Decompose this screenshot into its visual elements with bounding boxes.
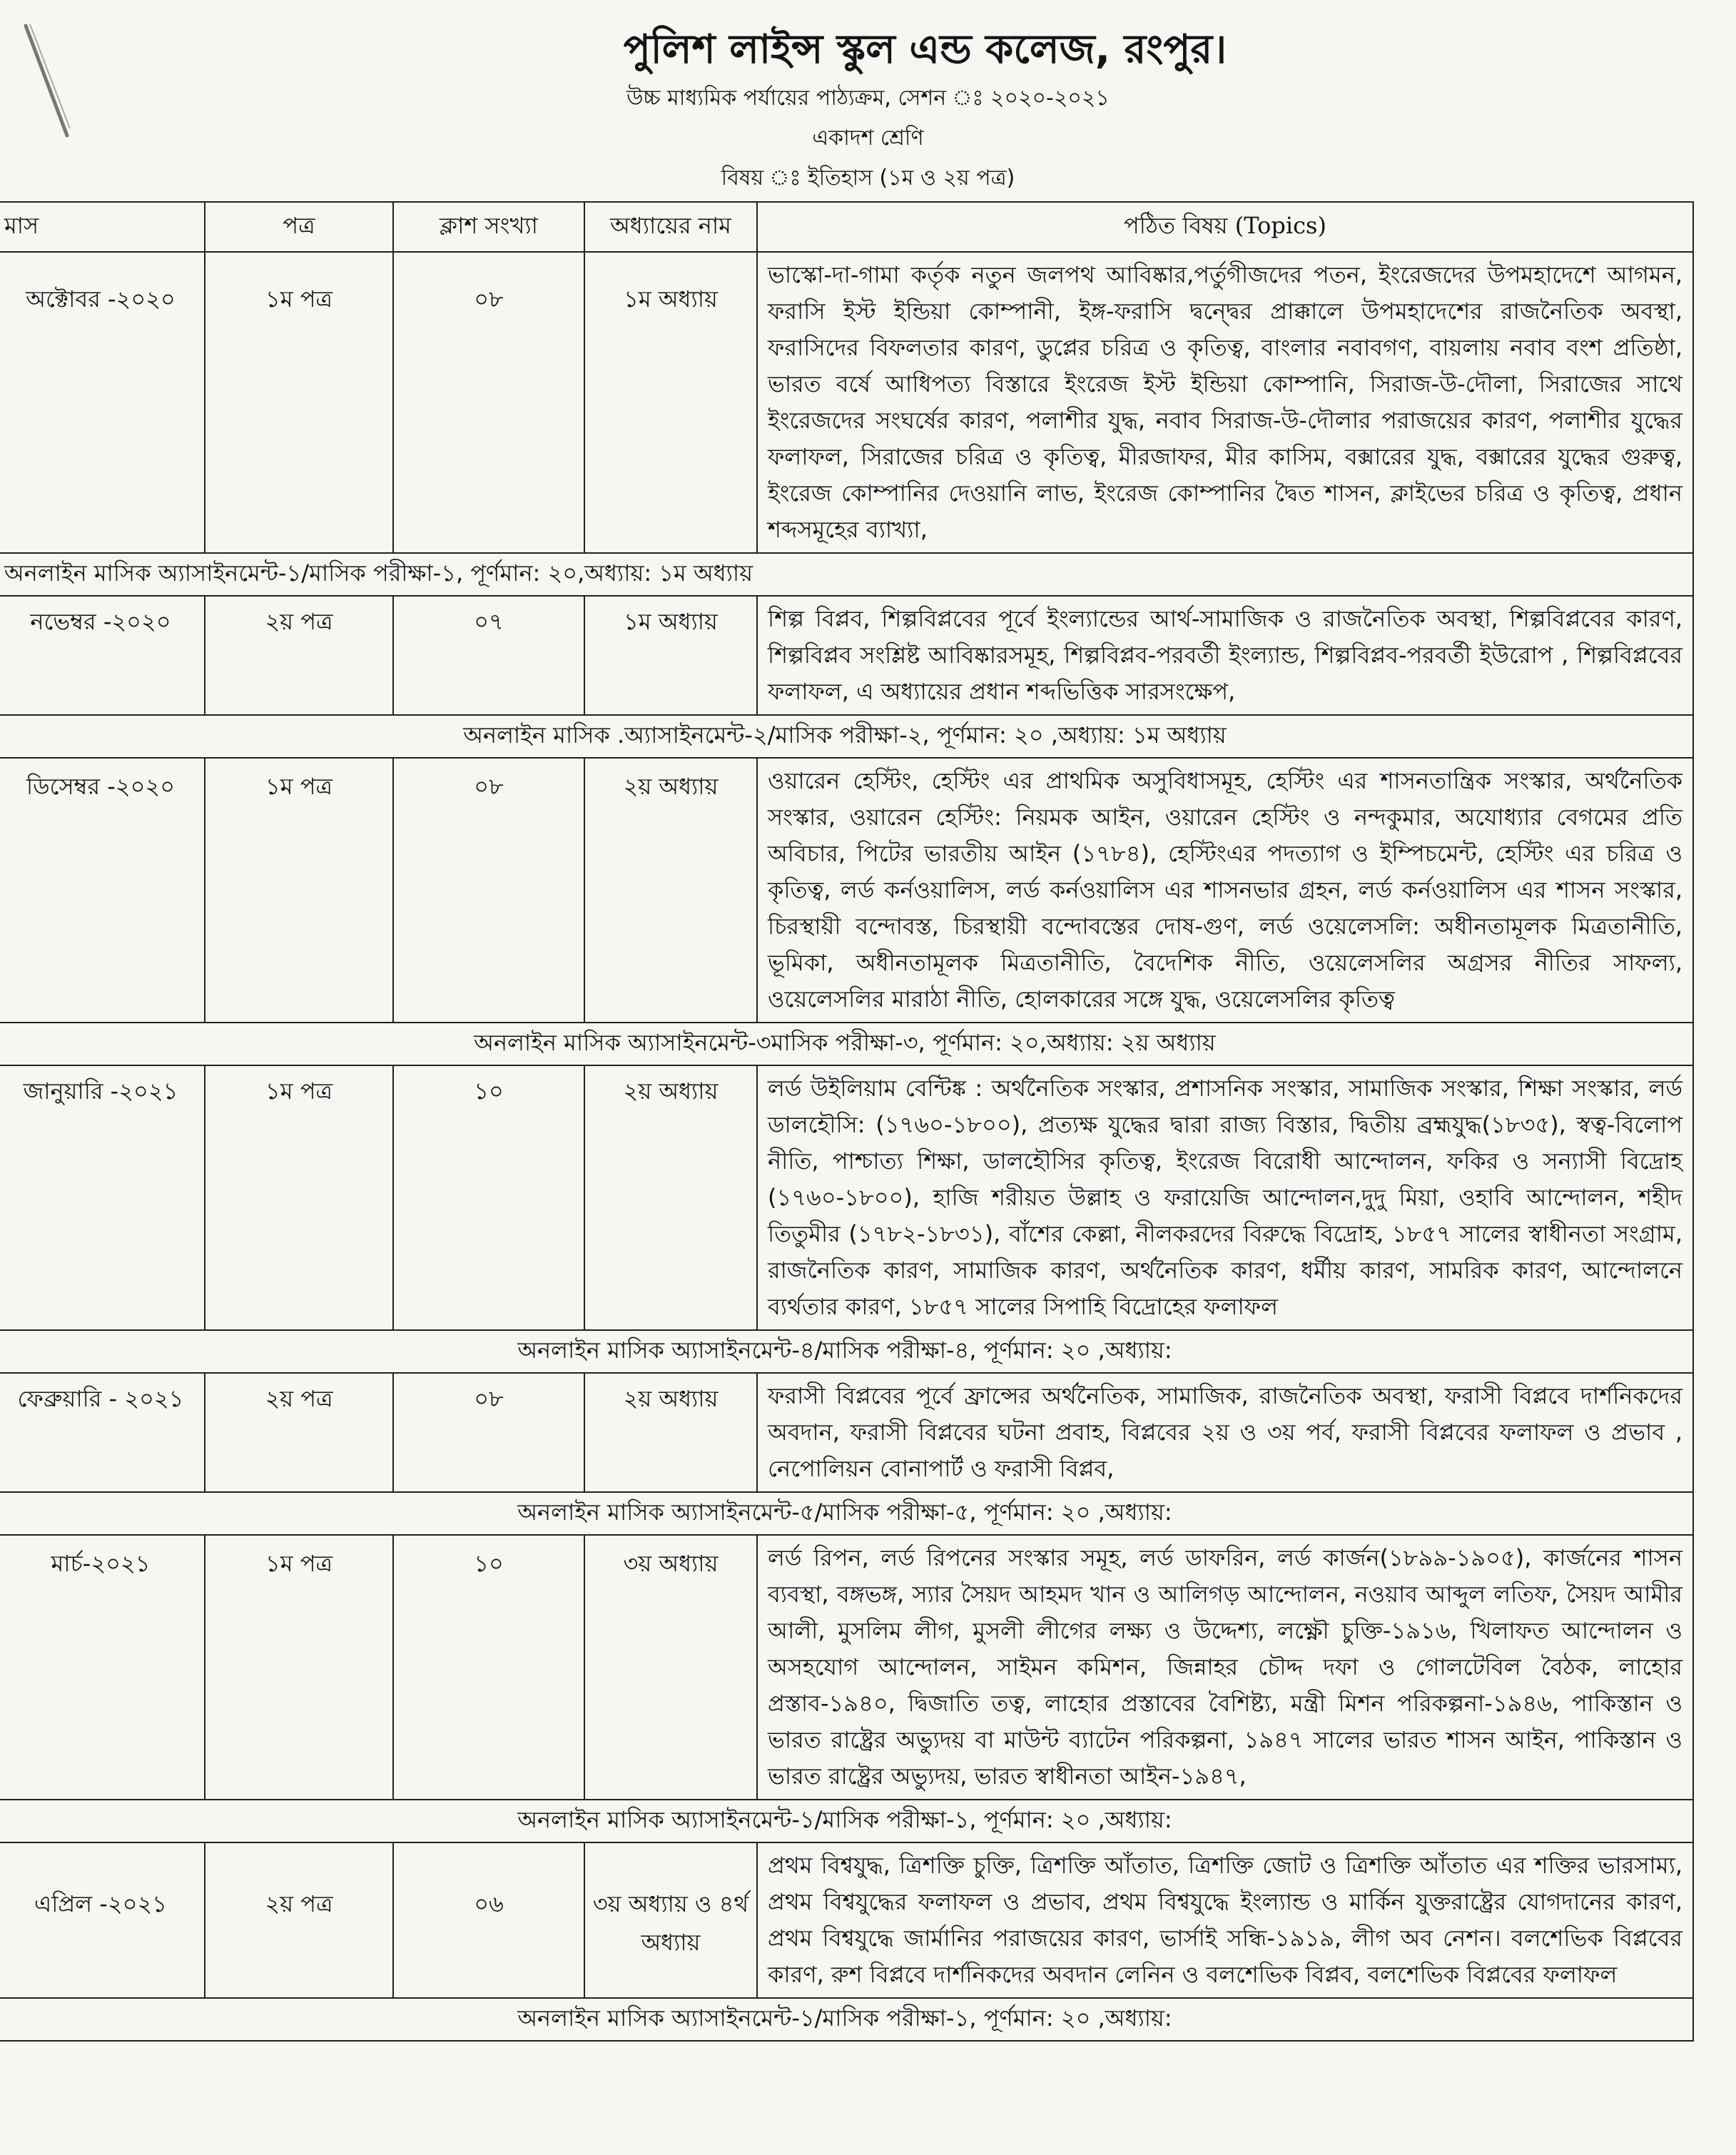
topics-cell: লর্ড উইলিয়াম বেন্টিঙ্ক : অর্থনৈতিক সংস্কার, প্রশাসনিক সংস্কার, সামাজিক সংস্কার, শিক্ষা সংস্কার, লর্ড ডালহৌসি: (১৭৬০-১৮০০), প্রত্যক্ষ যুদ্ধের দ্বারা রাজ্য বিস্তার, দ্বিতীয় ব্রহ্মযুদ্ধ(১৮৩৫), স্বত্ব-বিলোপ নীতি, পাশ্চাত্য শিক্ষা, ডালহৌসির কৃতিত্ব, ইংরেজ বিরোধী আন্দোলন, ফকির ও সন্যাসী বিদ্রোহ (১৭৬০-১৮০০), হাজি শরীয়ত উল্লাহ ও ফরায়েজি আন্দোলন,দুদু মিয়া, ওহাবি আন্দোলন, শহীদ তিতুমীর (১৭৮২-১৮৩১), বাঁশের কেল্লা, নীলকরদের বিরুদ্ধে বিদ্রোহ, ১৮৫৭ সালের স্বাধীনতা সংগ্রাম, রাজনৈতিক কারণ, সামাজিক কারণ, অর্থনৈতিক কারণ, ধর্মীয় কারণ, সামরিক কারণ, আন্দোলনে ব্যর্থতার কারণ, ১৮৫৭ সালের সিপাহি বিদ্রোহের ফলাফল	[757, 1065, 1693, 1330]
table-row	[0, 758, 1693, 1023]
document-header	[0, 21, 1736, 198]
assignment-text: অনলাইন মাসিক অ্যাসাইনমেন্ট-৫/মাসিক পরীক্ষা-৫, পূর্ণমান: ২০ ,অধ্যায়:	[0, 1492, 1693, 1535]
paper-cell: ২য় পত্র	[205, 1373, 393, 1492]
class-count-cell: ১০	[393, 1065, 584, 1330]
class-line: একাদশ শ্রেণি	[812, 126, 924, 151]
curriculum-line: উচ্চ মাধ্যমিক পর্যায়ের পাঠ্যক্রম, সেশন ঃ ২০২০-২০২১	[626, 86, 1110, 111]
month-cell: মার্চ-২০২১	[0, 1535, 205, 1800]
table-header-row	[0, 202, 1693, 252]
chapter-cell: ১ম অধ্যায়	[584, 596, 757, 715]
assignment-row	[0, 1800, 1693, 1842]
column-header-topics: পঠিত বিষয় (Topics)	[757, 202, 1693, 252]
syllabus-table	[0, 201, 1694, 2042]
class-count-cell: ০৮	[393, 758, 584, 1023]
subject-line: বিষয় ঃ ইতিহাস (১ম ও ২য় পত্র)	[721, 166, 1015, 191]
assignment-row	[0, 553, 1693, 596]
assignment-row	[0, 1492, 1693, 1535]
assignment-row	[0, 715, 1693, 758]
topics-cell: লর্ড রিপন, লর্ড রিপনের সংস্কার সমূহ, লর্ড ডাফরিন, লর্ড কার্জন(১৮৯৯-১৯০৫), কার্জনের শাসন ব্যবস্থা, বঙ্গভঙ্গ, স্যার সৈয়দ আহমদ খান ও আলিগড় আন্দোলন, নওয়াব আব্দুল লতিফ, সৈয়দ আমীর আলী, মুসলিম লীগ, মুসলী লীগের লক্ষ্য ও উদ্দেশ্য, লক্ষ্ণৌ চুক্তি-১৯১৬, খিলাফত আন্দোলন ও অসহযোগ আন্দোলন, সাইমন কমিশন, জিন্নাহর চৌদ্দ দফা ও গোলটেবিল বৈঠক, লাহোর প্রস্তাব-১৯৪০, দ্বিজাতি তত্ব, লাহোর প্রস্তাবের বৈশিষ্ট্য, মন্ত্রী মিশন পরিকল্পনা-১৯৪৬, পাকিস্তান ও ভারত রাষ্ট্রের অভ্যুদয় বা মাউন্ট ব্যাটেন পরিকল্পনা, ১৯৪৭ সালের ভারত শাসন আইন, পাকিস্তান ও ভারত রাষ্ট্রের অভ্যুদয়, ভারত স্বাধীনতা আইন-১৯৪৭,	[757, 1535, 1693, 1800]
paper-cell: ২য় পত্র	[205, 596, 393, 715]
chapter-cell: ৩য় অধ্যায় ও ৪র্থ অধ্যায়	[584, 1842, 757, 1998]
column-header-classes: ক্লাশ সংখ্যা	[393, 202, 584, 252]
chapter-cell: ২য় অধ্যায়	[584, 1373, 757, 1492]
paper-cell: ১ম পত্র	[205, 1065, 393, 1330]
table-row	[0, 1065, 1693, 1330]
class-count-cell: ০৮	[393, 252, 584, 553]
class-count-cell: ১০	[393, 1535, 584, 1800]
topics-cell: ফরাসী বিপ্লবের পূর্বে ফ্রান্সের অর্থনৈতিক, সামাজিক, রাজনৈতিক অবস্থা, ফরাসী বিপ্লবে দার্শনিকদের অবদান, ফরাসী বিপ্লবের ঘটনা প্রবাহ, বিপ্লবের ২য় ও ৩য় পর্ব, ফরাসী বিপ্লবের ফলাফল ও প্রভাব , নেপোলিয়ন বোনাপার্ট ও ফরাসী বিপ্লব,	[757, 1373, 1693, 1492]
assignment-text: অনলাইন মাসিক .অ্যাসাইনমেন্ট-২/মাসিক পরীক্ষা-২, পূর্ণমান: ২০ ,অধ্যায়: ১ম অধ্যায়	[0, 715, 1693, 758]
assignment-text: অনলাইন মাসিক অ্যাসাইনমেন্ট-৩মাসিক পরীক্ষা-৩, পূর্ণমান: ২০,অধ্যায়: ২য় অধ্যায়	[0, 1023, 1693, 1065]
topics-cell: ভাস্কো-দা-গামা কর্তৃক নতুন জলপথ আবিষ্কার,পর্তুগীজদের পতন, ইংরেজদের উপমহাদেশে আগমন, ফরাসি ইস্ট ইন্ডিয়া কোম্পানী, ইঙ্গ-ফরাসি দ্বন্দ্বের প্রাক্কালে উপমহাদেশের রাজনৈতিক অবস্থা, ফরাসিদের বিফলতার কারণ, ডুপ্লের চরিত্র ও কৃতিত্ব, বাংলার নবাবগণ, বায়লায় নবাব বংশ প্রতিষ্ঠা, ভারত বর্ষে আধিপত্য বিস্তারে ইংরেজ ইস্ট ইন্ডিয়া কোম্পানি, সিরাজ-উ-দৌলা, সিরাজের সাথে ইংরেজদের সংঘর্ষের কারণ, পলাশীর যুদ্ধ, নবাব সিরাজ-উ-দৌলার পরাজয়ের কারণ, পলাশীর যুদ্ধের ফলাফল, সিরাজের চরিত্র ও কৃতিত্ব, মীরজাফর, মীর কাসিম, বক্সারের যুদ্ধ, বক্সারের যুদ্ধের গুরুত্ব, ইংরেজ কোম্পানির দেওয়ানি লাভ, ইংরেজ কোম্পানির দ্বৈত শাসন, ক্লাইভের চরিত্র ও কৃতিত্ব, প্রধান শব্দসমূহের ব্যাখ্যা,	[757, 252, 1693, 553]
topics-cell: প্রথম বিশ্বযুদ্ধ, ত্রিশক্তি চুক্তি, ত্রিশক্তি আঁতাত, ত্রিশক্তি জোট ও ত্রিশক্তি আঁতাত এর শক্তির ভারসাম্য, প্রথম বিশ্বযুদ্ধের ফলাফল ও প্রভাব, প্রথম বিশ্বযুদ্ধে ইংল্যান্ড ও মার্কিন যুক্তরাষ্ট্রের যোগদানের কারণ, প্রথম বিশ্বযুদ্ধে জার্মানির পরাজয়ের কারণ, ভার্সাই সন্ধি-১৯১৯, লীগ অব নেশন। বলশেভিক বিপ্লবের কারণ, রুশ বিপ্লবে দার্শনিকদের অবদান লেনিন ও বলশেভিক বিপ্লব, বলশেভিক বিপ্লবের ফলাফল	[757, 1842, 1693, 1998]
topics-cell: ওয়ারেন হেস্টিং, হেস্টিং এর প্রাথমিক অসুবিধাসমূহ, হেস্টিং এর শাসনতান্ত্রিক সংস্কার, অর্থনৈতিক সংস্কার, ওয়ারেন হেস্টিং: নিয়মক আইন, ওয়ারেন হেস্টিং ও নন্দকুমার, অযোধ্যার বেগমের প্রতি অবিচার, পিটের ভারতীয় আইন (১৭৮৪), হেস্টিংএর পদত্যাগ ও ইম্পিচমেন্ট, হেস্টিং এর চরিত্র ও কৃতিত্ব, লর্ড কর্নওয়ালিস, লর্ড কর্নওয়ালিস এর শাসনভার গ্রহন, লর্ড কর্নওয়ালিস এর শাসন সংস্কার, চিরস্থায়ী বন্দোবস্ত, চিরস্থায়ী বন্দোবস্তের দোষ-গুণ, লর্ড ওয়েলেসলি: অধীনতামূলক মিত্রতানীতি, ভূমিকা, অধীনতামূলক মিত্রতানীতি, বৈদেশিক নীতি, ওয়েলেসলির অগ্রসর নীতির সাফল্য, ওয়েলেসলির মারাঠা নীতি, হোলকারের সঙ্গে যুদ্ধ, ওয়েলেসলির কৃতিত্ব	[757, 758, 1693, 1023]
topics-cell: শিল্প বিপ্লব, শিল্পবিপ্লবের পূর্বে ইংল্যান্ডের আর্থ-সামাজিক ও রাজনৈতিক অবস্থা, শিল্পবিপ্লবের কারণ, শিল্পবিপ্লব সংশ্লিষ্ট আবিষ্কারসমূহ, শিল্পবিপ্লব-পরবর্তী ইংল্যান্ড, শিল্পবিপ্লব-পরবর্তী ইউরোপ , শিল্পবিপ্লবের ফলাফল, এ অধ্যায়ের প্রধান শব্দভিত্তিক সারসংক্ষেপ,	[757, 596, 1693, 715]
month-cell: অক্টোবর -২০২০	[0, 252, 205, 553]
chapter-cell: ৩য় অধ্যায়	[584, 1535, 757, 1800]
table-row	[0, 252, 1693, 553]
chapter-cell: ২য় অধ্যায়	[584, 1065, 757, 1330]
chapter-cell: ২য় অধ্যায়	[584, 758, 757, 1023]
class-count-cell: ০৮	[393, 1373, 584, 1492]
month-cell: ডিসেম্বর -২০২০	[0, 758, 205, 1023]
assignment-text: অনলাইন মাসিক অ্যাসাইনমেন্ট-১/মাসিক পরীক্ষা-১, পূর্ণমান: ২০,অধ্যায়: ১ম অধ্যায়	[0, 553, 1693, 596]
month-cell: নভেম্বর -২০২০	[0, 596, 205, 715]
month-cell: ফেব্রুয়ারি - ২০২১	[0, 1373, 205, 1492]
month-cell: এপ্রিল -২০২১	[0, 1842, 205, 1998]
table-row	[0, 1535, 1693, 1800]
table-row	[0, 1373, 1693, 1492]
assignment-text: অনলাইন মাসিক অ্যাসাইনমেন্ট-১/মাসিক পরীক্ষা-১, পূর্ণমান: ২০ ,অধ্যায়:	[0, 1998, 1693, 2041]
table-row	[0, 596, 1693, 715]
assignment-row	[0, 1998, 1693, 2041]
paper-cell: ১ম পত্র	[205, 1535, 393, 1800]
assignment-text: অনলাইন মাসিক অ্যাসাইনমেন্ট-১/মাসিক পরীক্ষা-১, পূর্ণমান: ২০ ,অধ্যায়:	[0, 1800, 1693, 1842]
paper-cell: ১ম পত্র	[205, 758, 393, 1023]
column-header-paper: পত্র	[205, 202, 393, 252]
paper-cell: ১ম পত্র	[205, 252, 393, 553]
table-row	[0, 1842, 1693, 1998]
month-cell: জানুয়ারি -২০২১	[0, 1065, 205, 1330]
chapter-cell: ১ম অধ্যায়	[584, 252, 757, 553]
class-count-cell: ০৬	[393, 1842, 584, 1998]
assignment-text: অনলাইন মাসিক অ্যাসাইনমেন্ট-৪/মাসিক পরীক্ষা-৪, পূর্ণমান: ২০ ,অধ্যায়:	[0, 1330, 1693, 1373]
school-name: পুলিশ লাইন্স স্কুল এন্ড কলেজ, রংপুর।	[623, 26, 1227, 73]
column-header-month: মাস	[0, 202, 205, 252]
assignment-row	[0, 1023, 1693, 1065]
column-header-chapter: অধ্যায়ের নাম	[584, 202, 757, 252]
class-count-cell: ০৭	[393, 596, 584, 715]
paper-cell: ২য় পত্র	[205, 1842, 393, 1998]
assignment-row	[0, 1330, 1693, 1373]
